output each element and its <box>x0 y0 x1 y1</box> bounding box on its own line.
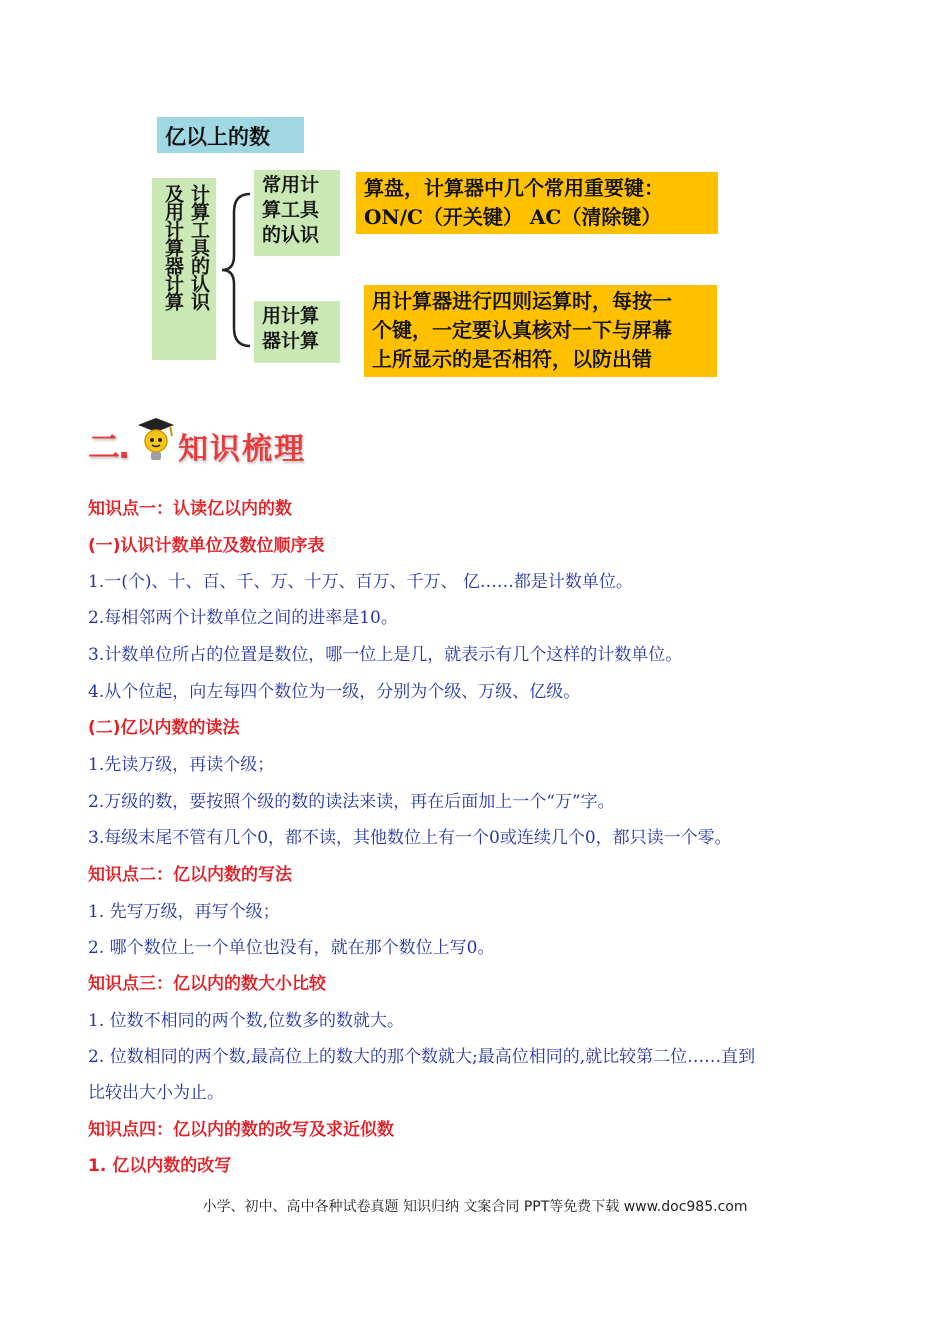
branch-line: 的认识 <box>262 224 320 246</box>
note-line: 个键，一定要认真核对一下与屏幕 <box>372 318 672 342</box>
branch-box-tools <box>254 170 340 256</box>
heading-knowledge-3: 知识点三：亿以内的数大小比较 <box>88 974 326 994</box>
section-title: 知识梳理 <box>178 432 306 467</box>
body-line: 2.万级的数，要按照个级的数的读法来读，再在后面加上一个“万”字。 <box>88 792 615 812</box>
body-line: 2. 位数相同的两个数,最高位上的数大的那个数就大;最高位相同的,就比较第二位……直到 <box>88 1047 756 1067</box>
root-label-col1: 计算工具的认识 <box>188 184 210 310</box>
section-header <box>88 414 328 474</box>
heading-knowledge-1: 知识点一：认读亿以内的数 <box>88 499 292 519</box>
branch-line: 器计算 <box>262 330 320 352</box>
body-line: 1.先读万级，再读个级； <box>88 755 275 775</box>
branch-box-calculator <box>254 301 340 363</box>
note-box-keys <box>356 172 718 234</box>
note-box-operation <box>364 285 717 377</box>
section-number: 二. <box>88 428 129 466</box>
body-line: 2. 哪个数位上一个单位也没有，就在那个数位上写0。 <box>88 938 495 958</box>
body-line: 4.从个位起，向左每四个数位为一级，分别为个级、万级、亿级。 <box>88 682 581 702</box>
subheading: 1. 亿以内数的改写 <box>88 1156 232 1176</box>
note-line: 上所显示的是否相符，以防出错 <box>372 347 652 371</box>
diagram-title: 亿以上的数 <box>157 117 304 153</box>
body-line: 1. 先写万级，再写个级； <box>88 902 280 922</box>
subheading: (二)亿以内数的读法 <box>88 718 240 738</box>
body-line: 1.一(个)、十、百、千、万、十万、百万、千万、 亿……都是计数单位。 <box>88 572 633 592</box>
body-line: 1. 位数不相同的两个数,位数多的数就大。 <box>88 1011 405 1031</box>
branch-line: 用计算 <box>262 305 320 327</box>
heading-knowledge-4: 知识点四：亿以内的数的改写及求近似数 <box>88 1120 394 1140</box>
body-line: 3.每级末尾不管有几个0，都不读，其他数位上有一个0或连续几个0，都只读一个零。 <box>88 828 732 848</box>
heading-knowledge-2: 知识点二：亿以内数的写法 <box>88 865 292 885</box>
branch-line: 常用计 <box>262 174 320 196</box>
diagram-root-box <box>152 178 216 360</box>
body-line: 比较出大小为止。 <box>88 1083 224 1103</box>
graduate-bulb-icon <box>136 416 176 464</box>
note-line: 用计算器进行四则运算时，每按一 <box>372 289 672 313</box>
body-line: 3.计数单位所占的位置是数位，哪一位上是几，就表示有几个这样的计数单位。 <box>88 645 683 665</box>
page-footer: 小学、初中、高中各种试卷真题 知识归纳 文案合同 PPT等免费下载 www.doc985.com <box>202 1199 748 1215</box>
brace-connector <box>216 190 256 350</box>
body-line: 2.每相邻两个计数单位之间的进率是10。 <box>88 608 398 628</box>
subheading: (一)认识计数单位及数位顺序表 <box>88 536 325 556</box>
branch-line: 算工具 <box>262 199 320 221</box>
note-line: ON/C（开关键） AC（清除键） <box>364 205 662 229</box>
root-label-col2: 及用计算器计算 <box>162 184 184 310</box>
note-line: 算盘，计算器中几个常用重要键： <box>364 176 664 200</box>
